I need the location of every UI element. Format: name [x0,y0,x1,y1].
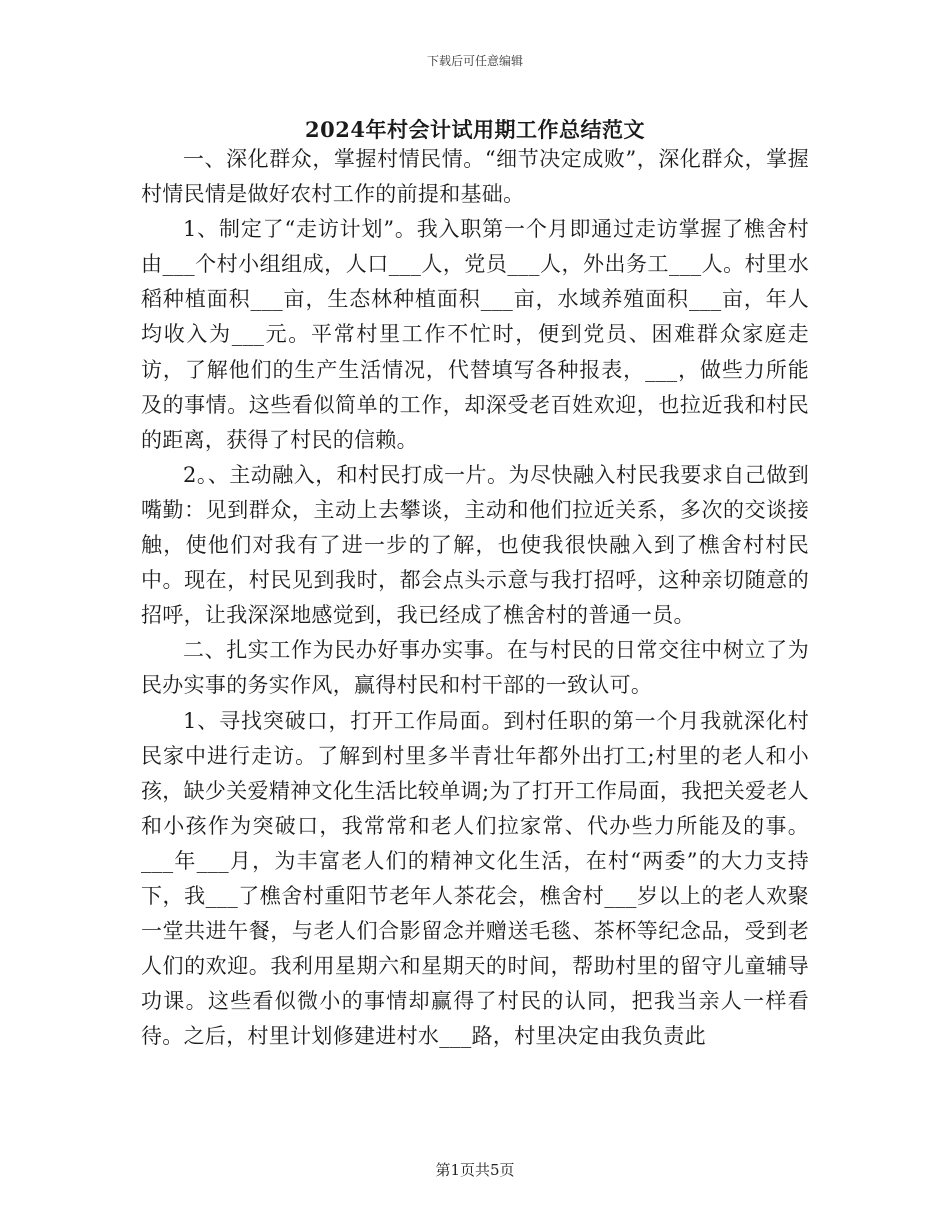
paragraph-visit-plan: 1、制定了“走访计划”。我入职第一个月即通过走访掌握了樵舍村由___个村小组组成，人口___人，党员___人，外出务工___人。村里水稻种植面积___亩，生态林种植面积___亩，水域养殖面积___亩，年人均收入为___元。平常村里工作不忙时，便到党员、困难群众家庭走访，了解他们的生产生活情况，代替填写各种报表，___，做些力所能及的事情。这些看似简单的工作，却深受老百姓欢迎，也拉近我和村民的距离，获得了村民的信赖。 [141,217,809,452]
paragraph-breakthrough: 1、寻找突破口，打开工作局面。到村任职的第一个月我就深化村民家中进行走访。了解到村里多半青壮年都外出打工;村里的老人和小孩，缺少关爱精神文化生活比较单调;为了打开工作局面，我把关爱老人和小孩作为突破口，我常常和老人们拉家常、代办些力所能及的事。___年___月，为丰富老人们的精神文化生活，在村“两委”的大力支持下，我___了樵舍村重阳节老年人茶花会，樵舍村___岁以上的老人欢聚一堂共进午餐，与老人们合影留念并赠送毛毯、茶杯等纪念品，受到老人们的欢迎。我利用星期六和星期天的时间，帮助村里的留守儿童辅导功课。这些看似微小的事情却赢得了村民的认同，把我当亲人一样看待。之后，村里计划修建进村水___路，村里决定由我负责此 [141,708,809,1049]
page-number: 第1页共5页 [435,1161,515,1179]
paragraph-section-one: 一、深化群众，掌握村情民情。“细节决定成败”，深化群众，掌握村情民情是做好农村工作的前提和基础。 [141,147,809,207]
paragraph-integrate: 2。、主动融入，和村民打成一片。为尽快融入村民我要求自己做到嘴勤：见到群众，主动上去攀谈，主动和他们拉近关系，多次的交谈接触，使他们对我有了进一步的了解，也使我很快融入到了樵舍村村民中。现在，村民见到我时，都会点头示意与我打招呼，这种亲切随意的招呼，让我深深地感觉到，我已经成了樵舍村的普通一员。 [141,462,809,628]
document-body [141,142,809,1054]
page-header-note: 下载后可任意编辑 [426,54,523,68]
document-title: 2024年村会计试用期工作总结范文 [305,117,645,142]
paragraph-section-two: 二、扎实工作为民办好事办实事。在与村民的日常交往中树立了为民办实事的务实作风，赢得村民和村干部的一致认可。 [141,638,809,698]
